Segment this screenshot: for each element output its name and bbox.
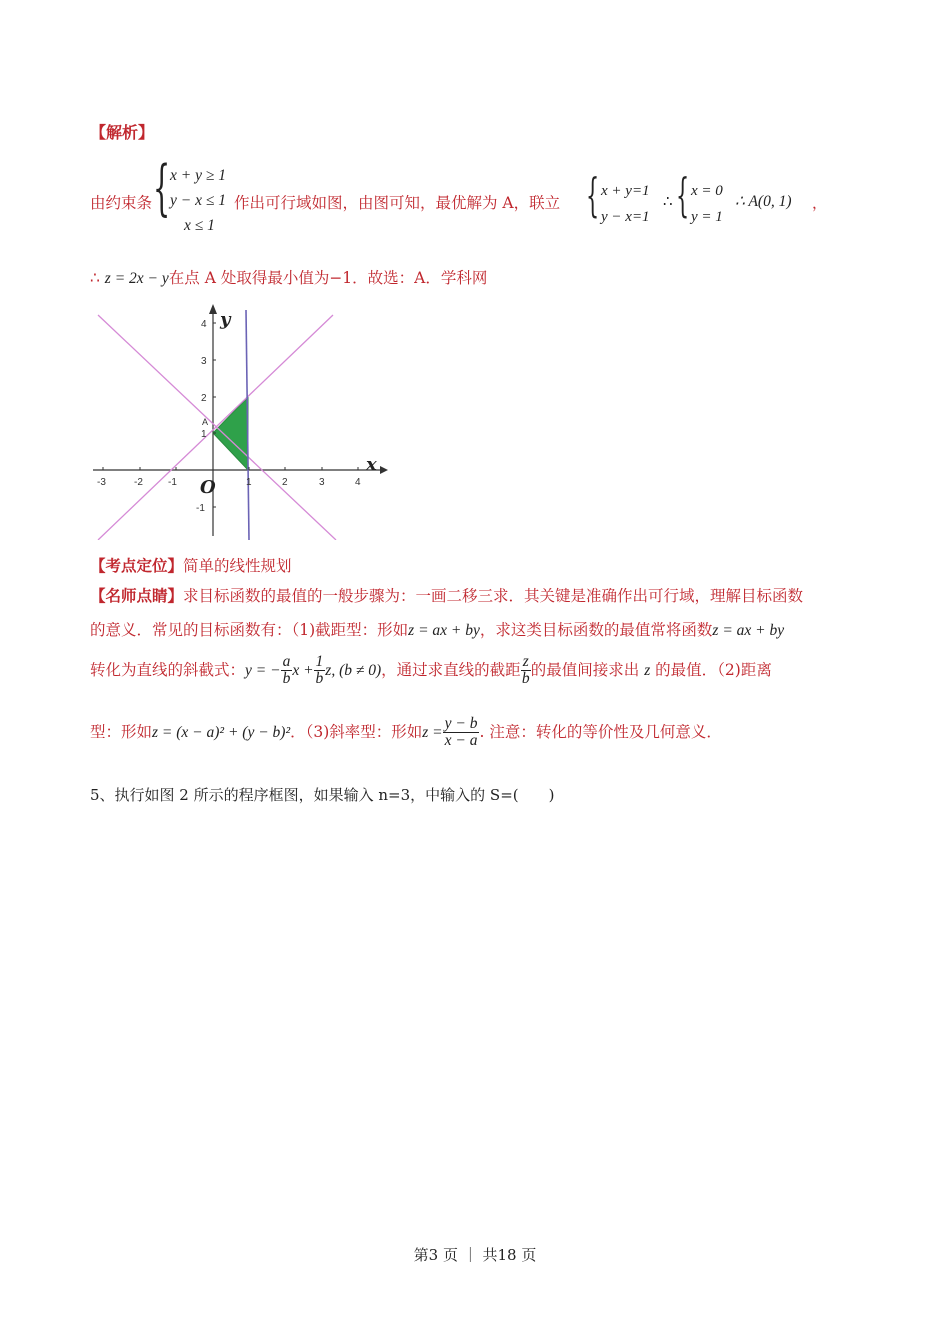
join-line-1: x + y=1: [601, 183, 650, 199]
analysis-heading: 【解析】: [90, 123, 155, 142]
line4-formula: z = (x − a)² + (y − b)²: [152, 723, 291, 741]
conclusion-prefix: ∴: [90, 269, 105, 287]
constraint-line-1: x + y ≥ 1: [170, 167, 226, 184]
fraction-1-over-b: [314, 654, 326, 688]
point-a-label: A: [202, 417, 209, 427]
x-tick-label: -2: [134, 477, 143, 488]
fraction-slope: [443, 716, 480, 750]
x-tick-label: -1: [168, 477, 177, 488]
conclusion-formula: z = 2x − y: [104, 270, 169, 287]
mingshi-tag: 【名师点睛】: [90, 586, 184, 605]
point-result: ∴ A(0, 1): [735, 193, 792, 210]
line2-formula-1: z = ax + by: [408, 622, 480, 639]
solution-line-2: y = 1: [691, 209, 723, 225]
line4-z: z =: [422, 723, 443, 741]
solution-line-1: x = 0: [691, 183, 723, 199]
kaodian-line: [90, 554, 292, 576]
constraint-suffix: 作出可行域如图，由图可知，最优解为 A，联立: [234, 194, 561, 212]
fraction-a-over-b: [281, 654, 293, 688]
line3-text-a: 转化为直线的斜截式：: [90, 660, 246, 679]
mingshi-text-1: 求目标函数的最值的一般步骤为：一画二移三求．其关键是准确作出可行域，理解目标函数: [183, 587, 804, 605]
line3-text-d: 的最值．（2)距离: [655, 660, 772, 679]
x-tick-label: 1: [246, 477, 252, 488]
x-tick-label: 2: [282, 477, 288, 488]
trailing-comma: ，: [812, 194, 828, 212]
x-tick-label: 3: [319, 477, 325, 488]
left-brace-icon: {: [586, 168, 600, 222]
solution-system: [691, 178, 723, 230]
line2-text-b: ，求这类目标函数的最值常将函数: [479, 621, 713, 639]
page-footer: 第3 页 ｜ 共18 页: [413, 1246, 537, 1264]
x-axis-label: x: [366, 454, 377, 475]
mingshi-line-1: [90, 584, 803, 606]
frac-numerator: 1: [315, 653, 324, 670]
feasible-region: [213, 397, 248, 470]
question-5: 5、执行如图 2 所示的程序框图，如果输入 n=3，中输入的 S=( ): [90, 786, 555, 804]
feasible-region-graph: [88, 300, 388, 540]
constraint-line-2: y − x ≤ 1: [170, 192, 226, 209]
mingshi-line-3: [90, 654, 772, 688]
y-tick-label: 2: [201, 393, 207, 404]
line2-text-a: 的意义．常见的目标函数有：（1)截距型：形如: [90, 621, 409, 639]
line3-z: z, (b ≠ 0): [325, 661, 382, 679]
mingshi-line-2: [90, 618, 784, 640]
y-axis-arrow-icon: [209, 304, 217, 314]
left-brace-icon: {: [153, 153, 171, 223]
therefore-symbol: ∴: [663, 192, 673, 210]
line4-text-a: 型：形如: [90, 722, 153, 741]
frac-denominator: b: [282, 670, 291, 688]
line3-text-c: 的最值间接求出: [530, 660, 640, 679]
y-tick-label: 3: [201, 356, 207, 367]
fraction-z-over-b: [521, 654, 531, 688]
frac-numerator: a: [282, 653, 291, 670]
line3-x: x +: [292, 661, 314, 679]
frac-denominator: x − a: [444, 732, 478, 750]
x-tick-label: 4: [355, 477, 361, 488]
constraint-system: [170, 163, 226, 238]
join-system: [601, 178, 650, 230]
constraint-line-3: x ≤ 1: [184, 217, 215, 234]
line4-text-b: ．（3)斜率型：形如: [290, 722, 423, 741]
frac-numerator: z: [522, 653, 529, 670]
constraint-prefix: 由约束条: [90, 194, 153, 212]
conclusion-line: [90, 266, 487, 288]
kaodian-text: 简单的线性规划: [183, 557, 292, 575]
left-brace-icon: {: [676, 168, 690, 222]
line3-text-b: ，通过求直线的截距: [381, 660, 521, 679]
join-line-2: y − x=1: [601, 209, 650, 225]
mingshi-line-4: [90, 716, 722, 750]
y-tick-label: 1: [201, 429, 207, 440]
x-tick-label: -3: [97, 477, 106, 488]
line2-formula-2: z = ax + by: [712, 622, 785, 639]
frac-numerator: y − b: [444, 715, 478, 732]
origin-label: O: [200, 477, 216, 498]
line4-text-c: . 注意：转化的等价性及几何意义．: [479, 722, 722, 741]
y-tick-label: -1: [196, 503, 205, 514]
frac-denominator: b: [521, 670, 530, 688]
line3-zvar: z: [644, 661, 651, 679]
kaodian-tag: 【考点定位】: [90, 556, 184, 575]
y-axis-label: y: [220, 309, 231, 330]
x-axis-arrow-icon: [380, 466, 388, 474]
y-tick-label: 4: [201, 319, 207, 330]
line3-y: y = −: [245, 661, 281, 679]
frac-denominator: b: [315, 670, 324, 688]
conclusion-text: 在点 A 处取得最小值为−1．故选：A．学科网: [168, 269, 488, 287]
